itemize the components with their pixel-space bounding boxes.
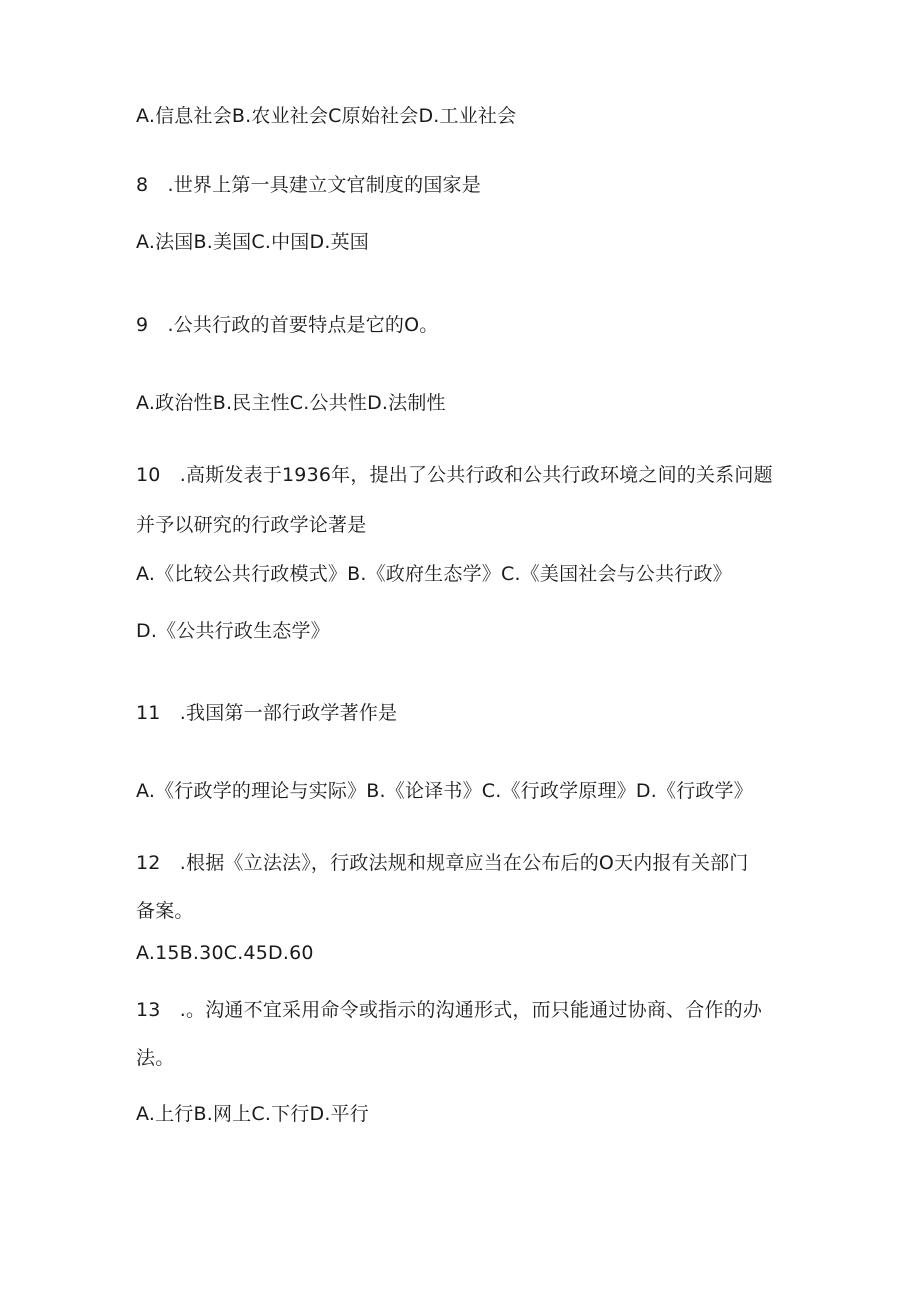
question-12-line-2: 备案。 (136, 900, 194, 922)
question-8: 8 .世界上第一具建立文官制度的国家是 (136, 174, 481, 196)
question-12-line-1: 12 .根据《立法法》，行政法规和规章应当在公布后的O天内报有关部门 (136, 852, 749, 874)
question-10-line-1: 10 .高斯发表于1936年，提出了公共行政和公共行政环境之间的关系问题 (136, 464, 773, 486)
option-line-q8: A.法国B.美国C.中国D.英国 (136, 231, 369, 253)
option-line-q7: A.信息社会B.农业社会C原始社会D.工业社会 (136, 105, 517, 127)
option-line-q12: A.15B.30C.45D.60 (136, 942, 314, 964)
option-line-q13: A.上行B.网上C.下行D.平行 (136, 1103, 369, 1125)
question-13-line-2: 法。 (136, 1047, 175, 1069)
option-line-q10-1: A.《比较公共行政模式》B.《政府生态学》C.《美国社会与公共行政》 (136, 563, 732, 585)
question-13-line-1: 13 .。沟通不宜采用命令或指示的沟通形式，而只能通过协商、合作的办 (136, 999, 763, 1021)
question-9: 9 .公共行政的首要特点是它的O。 (136, 314, 439, 336)
option-line-q11: A.《行政学的理论与实际》B.《论译书》C.《行政学原理》D.《行政学》 (136, 780, 753, 802)
option-line-q10-2: D.《公共行政生态学》 (136, 620, 330, 642)
option-line-q9: A.政治性B.民主性C.公共性D.法制性 (136, 392, 446, 414)
question-10-line-2: 并予以研究的行政学论著是 (136, 514, 367, 536)
question-11: 11 .我国第一部行政学著作是 (136, 702, 398, 724)
